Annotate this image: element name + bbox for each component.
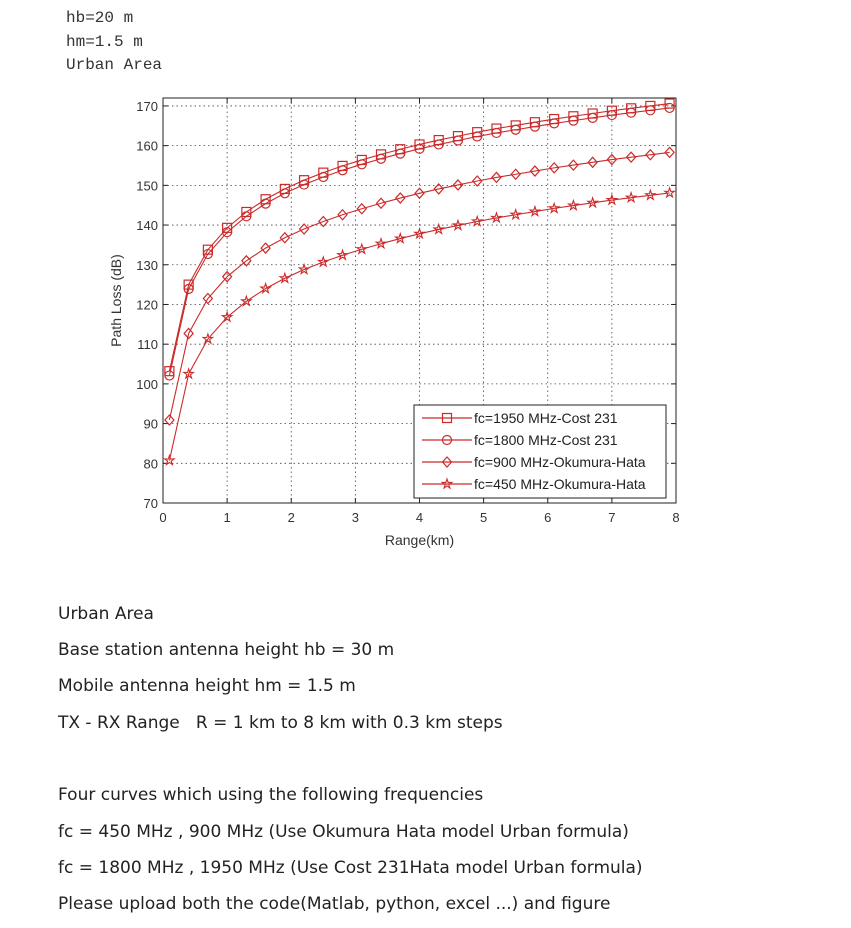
y-tick-label: 160 [136,138,158,154]
legend-label: fc=1800 MHz-Cost 231 [474,432,618,448]
data-point-s4 [665,188,675,197]
y-tick-label: 140 [136,218,158,234]
x-axis-label: Range(km) [384,532,455,548]
header-area: Urban Area [66,56,163,74]
legend-label: fc=900 MHz-Okumura-Hata [474,454,646,470]
y-tick-label: 120 [136,297,158,313]
x-tick-label: 4 [415,510,424,525]
x-tick-label: 5 [480,510,488,525]
header-hm: hm=1.5 m [66,33,143,51]
legend-label: fc=1950 MHz-Cost 231 [474,410,618,426]
desc-curves-intro: Four curves which using the following frequencies [58,785,484,805]
x-tick-label: 1 [223,510,231,525]
y-tick-label: 170 [136,98,158,114]
x-tick-label: 0 [159,510,167,525]
y-tick-label: 80 [143,456,158,472]
y-tick-label: 150 [136,178,158,194]
y-tick-label: 90 [143,416,158,432]
desc-base-height: Base station antenna height hb = 30 m [58,640,395,660]
x-tick-label: 7 [608,510,616,525]
y-axis-label: Path Loss (dB) [108,254,124,347]
y-tick-label: 130 [136,257,158,273]
y-tick-label: 100 [136,376,158,392]
desc-fc-low: fc = 450 MHz , 900 MHz (Use Okumura Hata model Urban formula) [58,822,629,842]
desc-range: TX - RX Range R = 1 km to 8 km with 0.3 km steps [58,713,503,733]
desc-area: Urban Area [58,604,154,624]
x-tick-label: 8 [672,510,680,525]
desc-mobile-height: Mobile antenna height hm = 1.5 m [58,676,356,696]
y-tick-label: 110 [137,337,158,353]
legend-label: fc=450 MHz-Okumura-Hata [474,476,646,492]
y-tick-label: 70 [143,496,158,511]
x-tick-label: 2 [287,510,295,525]
desc-fc-high: fc = 1800 MHz , 1950 MHz (Use Cost 231Hata model Urban formula) [58,858,643,878]
desc-upload: Please upload both the code(Matlab, python, excel ...) and figure [58,894,611,914]
x-tick-label: 6 [544,510,552,525]
header-hb: hb=20 m [66,9,134,27]
x-tick-label: 3 [351,510,359,525]
